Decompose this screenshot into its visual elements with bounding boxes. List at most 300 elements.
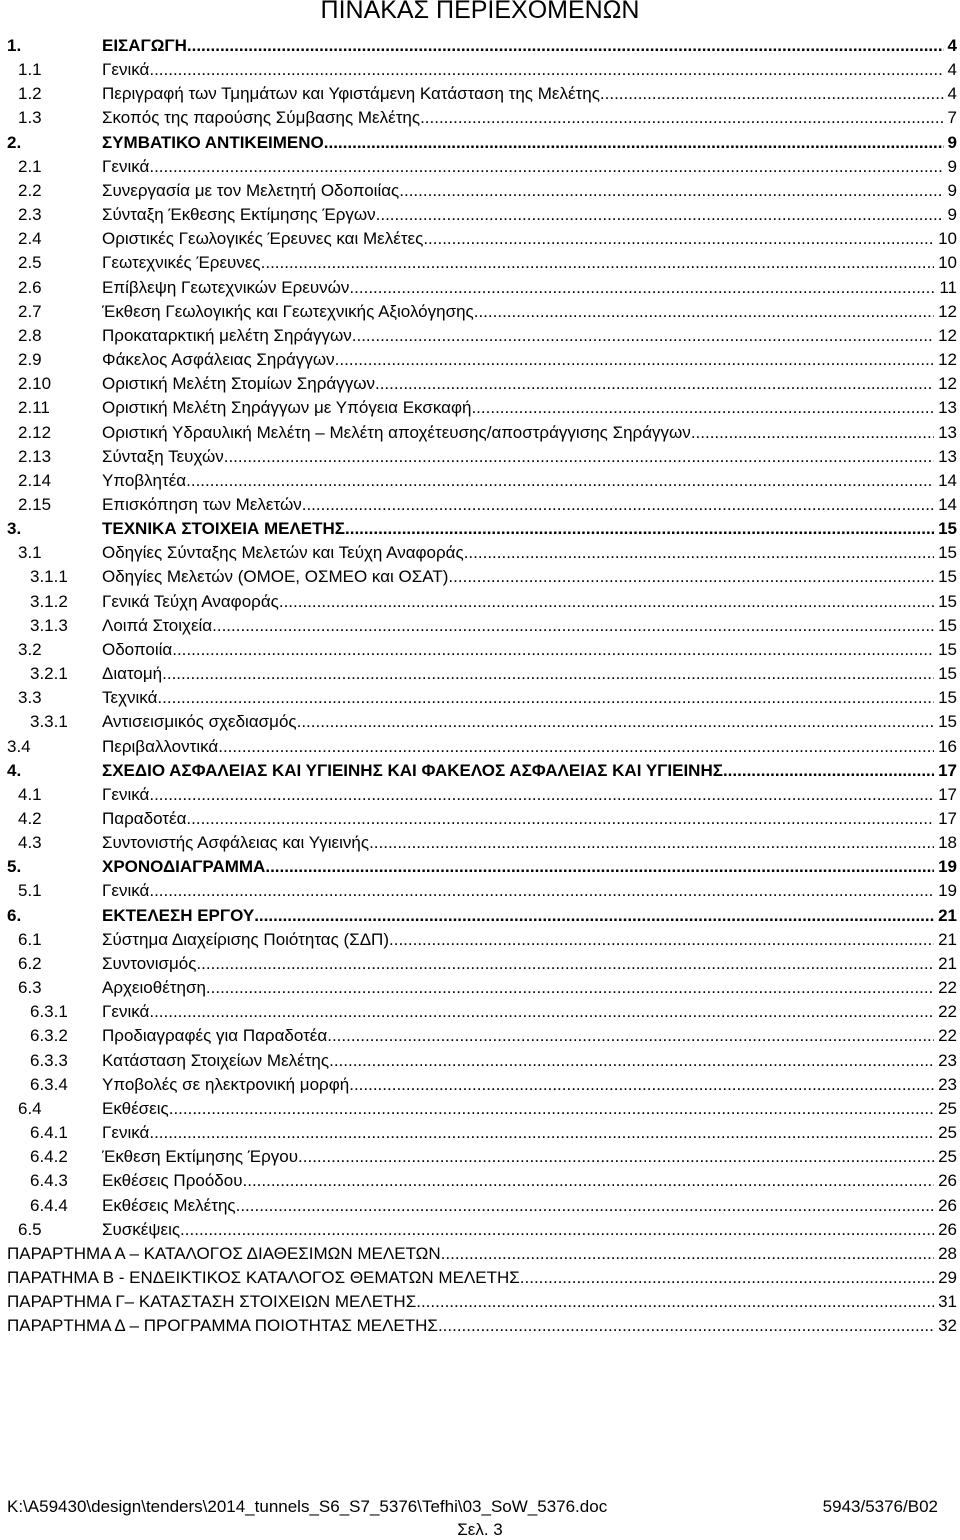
- toc-entry-body: [102, 58, 957, 82]
- toc-entry[interactable]: [0, 662, 960, 686]
- toc-appendix-entry[interactable]: [0, 1290, 960, 1314]
- toc-entry-title: Υποβλητέα: [102, 470, 187, 490]
- toc-entry-number: 2.14: [18, 470, 52, 490]
- toc-entry-page: 13: [938, 422, 957, 442]
- toc-entry-page: 15: [938, 639, 957, 659]
- toc-entry-number: 3.3: [18, 688, 42, 708]
- toc-dot-leader: [206, 976, 934, 1000]
- toc-entry-title: Οδηγίες Μελετών (ΟΜΟΕ, ΟΣΜΕΟ και ΟΣΑΤ): [102, 567, 449, 587]
- toc-entry-title: ΠΑΡΑΤΗΜΑ Β - ΕΝΔΕΙΚΤΙΚΟΣ ΚΑΤΑΛΟΓΟΣ ΘΕΜΑΤΩΝ ΜΕΛΕΤΗΣ: [7, 1267, 520, 1287]
- toc-entry-body: [102, 1121, 957, 1145]
- toc-dot-leader: [149, 1121, 934, 1145]
- toc-entry-page: 10: [938, 253, 957, 273]
- toc-dot-leader: [329, 1049, 934, 1073]
- toc-entry-number: 2.2: [18, 180, 42, 200]
- toc-appendix-entry[interactable]: [0, 1266, 960, 1290]
- toc-entry-body: [102, 469, 957, 493]
- toc-entry-title: Εκθέσεις Μελέτης: [102, 1195, 236, 1215]
- toc-entry-page: 7: [947, 108, 957, 128]
- toc-entry-page: 19: [938, 881, 957, 901]
- toc-entry-title: Συσκέψεις: [102, 1219, 181, 1239]
- toc-entry-title: Έκθεση Γεωλογικής και Γεωτεχνικής Αξιολόγησης: [102, 301, 474, 321]
- toc-dot-leader: [162, 662, 934, 686]
- toc-entry-number: 6.3.2: [30, 1026, 68, 1046]
- toc-dot-leader: [169, 1097, 934, 1121]
- toc-dot-leader: [149, 783, 934, 807]
- toc-entry-body: [7, 1242, 957, 1266]
- toc-dot-leader: [254, 904, 934, 928]
- toc-entry-page: 17: [938, 784, 957, 804]
- toc-dot-leader: [324, 131, 944, 155]
- toc-dot-leader: [448, 565, 934, 589]
- toc-entry-number: 6.3.1: [30, 1002, 68, 1022]
- toc-entry-body: [7, 1290, 957, 1314]
- toc-entry-page: 25: [938, 1123, 957, 1143]
- toc-dot-leader: [352, 324, 934, 348]
- toc-entry-body: [102, 276, 957, 300]
- toc-entry-title: Γενικά: [102, 156, 150, 176]
- toc-entry-title: ΤΕΧΝΙΚΑ ΣΤΟΙΧΕΙΑ ΜΕΛΕΤΗΣ: [102, 519, 346, 539]
- toc-entry-body: [102, 662, 957, 686]
- toc-entry-page: 29: [938, 1267, 957, 1287]
- toc-entry-title: Διατομή: [102, 664, 163, 684]
- toc-entry-page: 15: [938, 615, 957, 635]
- toc-entry-title: Γενικά: [102, 784, 150, 804]
- toc-entry-body: [102, 1000, 957, 1024]
- toc-entry-number: 6.3.3: [30, 1050, 68, 1070]
- toc-dot-leader: [212, 614, 934, 638]
- toc-entry-body: [102, 445, 957, 469]
- toc-entry-number: 1.3: [18, 108, 42, 128]
- toc-entry[interactable]: [0, 324, 960, 348]
- toc-entry-number: 6.4.2: [30, 1147, 68, 1167]
- toc-entry-page: 25: [938, 1098, 957, 1118]
- toc-entry-number: 6.2: [18, 953, 42, 973]
- toc-entry-page: 11: [939, 277, 957, 297]
- toc-entry-title: Σύνταξη Τευχών: [102, 446, 224, 466]
- toc-entry-page: 15: [938, 688, 957, 708]
- toc-entry-title: Οριστικές Γεωλογικές Έρευνες και Μελέτες: [102, 229, 424, 249]
- toc-entry-title: Σύστημα Διαχείρισης Ποιότητας (ΣΔΠ): [102, 929, 389, 949]
- toc-entry-body: [102, 396, 957, 420]
- toc-entry-number: 1.1: [18, 60, 42, 80]
- toc-entry-number: 1.: [7, 36, 22, 55]
- toc-entry-title: Εκθέσεις: [102, 1098, 169, 1118]
- toc-entry-body: [102, 155, 957, 179]
- toc-entry[interactable]: [0, 396, 960, 420]
- toc-entry[interactable]: [0, 300, 960, 324]
- toc-entry-title: ΧΡΟΝΟΔΙΑΓΡΑΜΜΑ: [102, 857, 266, 877]
- toc-entry[interactable]: [0, 614, 960, 638]
- toc-entry-number: 2.6: [18, 277, 42, 297]
- toc-entry-number: 2.5: [18, 253, 42, 273]
- toc-entry-page: 18: [938, 833, 957, 853]
- toc-entry[interactable]: [0, 106, 960, 130]
- toc-entry-number: 4.2: [18, 809, 42, 828]
- toc-entry[interactable]: [0, 541, 960, 565]
- toc-entry-page: 14: [938, 470, 957, 490]
- toc-entry[interactable]: [0, 976, 960, 1000]
- toc-entry-page: 9: [947, 132, 957, 152]
- toc-dot-leader: [157, 686, 934, 710]
- toc-entry-number: 2.4: [18, 229, 42, 249]
- toc-entry-page: 23: [938, 1074, 957, 1094]
- toc-entry-title: Σκοπός της παρούσης Σύμβασης Μελέτης: [102, 108, 421, 128]
- toc-entry-page: 23: [938, 1050, 957, 1070]
- toc-entry-title: Παραδοτέα: [102, 809, 187, 828]
- toc-entry-title: ΣΥΜΒΑΤΙΚΟ ΑΝΤΙΚΕΙΜΕΝΟ: [102, 132, 324, 152]
- toc-entry-body: [102, 1073, 957, 1097]
- toc-entry-title: Γενικά Τεύχη Αναφοράς: [102, 591, 279, 611]
- toc-entry-page: 9: [947, 205, 957, 225]
- toc-entry-title: ΠΑΡΑΡΤΗΜΑ Α – ΚΑΤΑΛΟΓΟΣ ΔΙΑΘΕΣΙΜΩΝ ΜΕΛΕΤΩΝ: [7, 1243, 441, 1263]
- toc-entry[interactable]: [0, 1169, 960, 1193]
- toc-appendix-entry[interactable]: [0, 1314, 960, 1338]
- toc-dot-leader: [172, 638, 934, 662]
- toc-entry-title: ΠΑΡΑΡΤΗΜΑ Γ– ΚΑΤΑΣΤΑΣΗ ΣΤΟΙΧΕΙΩΝ ΜΕΛΕΤΗΣ: [7, 1292, 417, 1312]
- toc-dot-leader: [600, 82, 944, 106]
- toc-entry-body: [102, 976, 957, 1000]
- toc-entry-body: [102, 348, 957, 372]
- toc-entry-page: 15: [938, 543, 957, 563]
- toc-entry[interactable]: [0, 227, 960, 251]
- toc-entry-title: Γεωτεχνικές Έρευνες: [102, 253, 261, 273]
- toc-entry-body: [102, 131, 957, 155]
- toc-entry-title: Επίβλεψη Γεωτεχνικών Ερευνών: [102, 277, 350, 297]
- toc-dot-leader: [261, 251, 934, 275]
- toc-entry-body: [102, 517, 957, 541]
- toc-entry-title: Συνεργασία με τον Μελετητή Οδοποιίας: [102, 180, 400, 200]
- toc-entry-number: 3.: [7, 519, 22, 539]
- toc-dot-leader: [279, 590, 934, 614]
- toc-entry-body: [102, 227, 957, 251]
- toc-entry-body: [102, 928, 957, 952]
- toc-entry-body: [102, 759, 957, 783]
- toc-dot-leader: [297, 710, 934, 734]
- toc-entry-number: 3.1: [18, 543, 42, 563]
- toc-dot-leader: [474, 300, 934, 324]
- toc-entry-page: 26: [938, 1171, 957, 1191]
- toc-entry-body: [102, 1218, 957, 1242]
- toc-entry-page: 4: [947, 36, 957, 55]
- toc-entry-page: 21: [938, 953, 957, 973]
- toc-entry[interactable]: [0, 710, 960, 734]
- toc-entry[interactable]: [0, 131, 960, 155]
- toc-entry[interactable]: [0, 348, 960, 372]
- toc-entry-number: 2.8: [18, 325, 42, 345]
- toc-entry[interactable]: [0, 445, 960, 469]
- toc-entry[interactable]: [0, 735, 960, 759]
- toc-entry-body: [102, 590, 957, 614]
- toc-entry[interactable]: [0, 1097, 960, 1121]
- toc-entry-body: [102, 879, 957, 903]
- toc-entry-title: Εκθέσεις Προόδου: [102, 1171, 243, 1191]
- toc-entry-body: [102, 1097, 957, 1121]
- toc-entry[interactable]: [0, 590, 960, 614]
- toc-entry-title: Οδηγίες Σύνταξης Μελετών και Τεύχη Αναφοράς: [102, 543, 464, 563]
- toc-entry-page: 12: [938, 374, 957, 394]
- toc-entry-title: Σύνταξη Έκθεσης Εκτίμησης Έργων: [102, 205, 376, 225]
- toc-dot-leader: [149, 879, 934, 903]
- toc-entry[interactable]: [0, 686, 960, 710]
- toc-entry-number: 2.15: [18, 494, 52, 514]
- toc-entry[interactable]: [0, 34, 960, 58]
- toc-entry-number: 2.12: [18, 422, 52, 442]
- toc-entry-title: Αρχειοθέτηση: [102, 978, 206, 998]
- toc-entry-page: 14: [938, 494, 957, 514]
- toc-entry-body: [102, 565, 957, 589]
- toc-entry[interactable]: [0, 1049, 960, 1073]
- toc-dot-leader: [335, 348, 934, 372]
- toc-entry-number: 2.3: [18, 205, 42, 225]
- toc-entry-title: Γενικά: [102, 60, 150, 80]
- toc-dot-leader: [520, 1266, 934, 1290]
- toc-dot-leader: [218, 735, 934, 759]
- toc-entry-number: 3.1.1: [30, 567, 68, 587]
- toc-entry-page: 26: [938, 1195, 957, 1215]
- toc-dot-leader: [302, 493, 934, 517]
- toc-entry-title: Συντονισμός: [102, 953, 197, 973]
- toc-entry-body: [102, 541, 957, 565]
- toc-entry-number: 4.3: [18, 833, 42, 853]
- toc-entry-body: [102, 300, 957, 324]
- toc-entry-number: 3.1.3: [30, 615, 68, 635]
- toc-entry-page: 22: [938, 1026, 957, 1046]
- toc-entry[interactable]: [0, 904, 960, 928]
- toc-entry-title: Οριστική Μελέτη Στομίων Σηράγγων: [102, 374, 375, 394]
- toc-entry-page: 21: [938, 905, 957, 925]
- toc-entry-title: Κατάσταση Στοιχείων Μελέτης: [102, 1050, 330, 1070]
- toc-entry[interactable]: [0, 58, 960, 82]
- toc-entry-body: [102, 34, 957, 58]
- toc-entry-body: [102, 1024, 957, 1048]
- toc-entry-page: 15: [938, 519, 957, 539]
- toc-entry[interactable]: [0, 1121, 960, 1145]
- toc-entry-number: 2.10: [18, 374, 52, 394]
- toc-entry-title: Αντισεισμικός σχεδιασμός: [102, 712, 297, 732]
- toc-dot-leader: [369, 831, 934, 855]
- toc-entry-title: Φάκελος Ασφάλειας Σηράγγων: [102, 350, 335, 370]
- toc-dot-leader: [464, 541, 934, 565]
- toc-dot-leader: [149, 1000, 934, 1024]
- toc-entry[interactable]: [0, 203, 960, 227]
- toc-dot-leader: [349, 276, 935, 300]
- toc-entry-body: [102, 614, 957, 638]
- toc-entry-number: 3.4: [7, 736, 31, 756]
- toc-dot-leader: [423, 227, 934, 251]
- toc-entry-body: [102, 1194, 957, 1218]
- toc-entry[interactable]: [0, 759, 960, 783]
- toc-entry-page: 19: [938, 857, 957, 877]
- toc-entry-title: ΣΧΕΔΙΟ ΑΣΦΑΛΕΙΑΣ ΚΑΙ ΥΓΙΕΙΝΗΣ ΚΑΙ ΦΑΚΕΛΟΣ ΑΣΦΑΛΕΙΑΣ ΚΑΙ ΥΓΙΕΙΝΗΣ: [102, 760, 723, 780]
- toc-entry[interactable]: [0, 855, 960, 879]
- toc-entry[interactable]: [0, 493, 960, 517]
- toc-dot-leader: [389, 928, 934, 952]
- toc-entry-number: 6.4.1: [30, 1123, 68, 1143]
- toc-dot-leader: [376, 203, 944, 227]
- toc-appendix-entry[interactable]: [0, 1242, 960, 1266]
- toc-entry[interactable]: [0, 469, 960, 493]
- toc-entry-page: 12: [938, 350, 957, 370]
- toc-entry-page: 16: [938, 736, 957, 756]
- toc-entry-body: [102, 638, 957, 662]
- toc-dot-leader: [375, 372, 934, 396]
- toc-entry[interactable]: [0, 1073, 960, 1097]
- toc-dot-leader: [327, 1024, 934, 1048]
- toc-entry-page: 15: [938, 664, 957, 684]
- toc-entry-page: 25: [938, 1147, 957, 1167]
- toc-dot-leader: [149, 155, 943, 179]
- toc-entry-page: 15: [938, 591, 957, 611]
- toc-entry-number: 1.2: [18, 84, 42, 104]
- toc-entry-title: Γενικά: [102, 881, 150, 901]
- toc-entry-title: ΠΑΡΑΡΤΗΜΑ Δ – ΠΡΟΓΡΑΜΜΑ ΠΟΙΟΤΗΤΑΣ ΜΕΛΕΤΗΣ: [7, 1316, 438, 1336]
- toc-entry-number: 3.3.1: [30, 712, 68, 732]
- toc-entry[interactable]: [0, 251, 960, 275]
- toc-entry-body: [102, 106, 957, 130]
- toc-entry-title: Συντονιστής Ασφάλειας και Υγιεινής: [102, 833, 370, 853]
- toc-entry-body: [102, 493, 957, 517]
- toc-entry-number: 6.5: [18, 1219, 42, 1239]
- table-of-contents: [0, 34, 960, 1338]
- toc-entry-number: 2.1: [18, 156, 42, 176]
- toc-entry-title: Γενικά: [102, 1002, 150, 1022]
- footer-page-number: Σελ. 3: [457, 1520, 503, 1539]
- toc-dot-leader: [265, 855, 934, 879]
- toc-entry-page: 22: [938, 978, 957, 998]
- toc-entry-number: 6.1: [18, 929, 42, 949]
- page-title: ΠΙΝΑΚΑΣ ΠΕΡΙΕΧΟΜΕΝΩΝ: [320, 0, 640, 24]
- toc-entry[interactable]: [0, 952, 960, 976]
- toc-entry-body: [102, 1049, 957, 1073]
- toc-dot-leader: [441, 1242, 934, 1266]
- toc-entry[interactable]: [0, 372, 960, 396]
- footer-file-path: K:\A59430\design\tenders\2014_tunnels_S6_S7_5376\Tefhi\03_SoW_5376.doc: [7, 1497, 608, 1516]
- toc-entry-title: Επισκόπηση των Μελετών: [102, 494, 302, 514]
- toc-entry[interactable]: [0, 1024, 960, 1048]
- toc-entry-body: [7, 1266, 957, 1290]
- toc-entry-number: 5.: [7, 857, 22, 877]
- toc-dot-leader: [723, 759, 934, 783]
- toc-entry[interactable]: [0, 928, 960, 952]
- toc-entry-number: 2.7: [18, 301, 42, 321]
- toc-entry-number: 2.11: [18, 398, 50, 418]
- toc-entry-number: 6.3: [18, 978, 42, 998]
- toc-entry[interactable]: [0, 879, 960, 903]
- toc-dot-leader: [471, 396, 934, 420]
- toc-entry-body: [102, 1169, 957, 1193]
- toc-dot-leader: [224, 445, 934, 469]
- toc-entry[interactable]: [0, 1000, 960, 1024]
- toc-dot-leader: [399, 179, 943, 203]
- toc-entry-number: 2.9: [18, 350, 42, 370]
- toc-entry[interactable]: [0, 807, 960, 831]
- toc-entry[interactable]: [0, 276, 960, 300]
- toc-entry[interactable]: [0, 831, 960, 855]
- toc-entry-number: 4.1: [18, 784, 42, 804]
- toc-entry-title: Προδιαγραφές για Παραδοτέα: [102, 1026, 328, 1046]
- toc-entry-body: [102, 952, 957, 976]
- toc-entry-page: 21: [938, 929, 957, 949]
- toc-entry-body: [102, 855, 957, 879]
- toc-dot-leader: [186, 469, 934, 493]
- toc-entry[interactable]: [0, 421, 960, 445]
- toc-entry-title: ΕΙΣΑΓΩΓΗ: [102, 36, 187, 55]
- toc-dot-leader: [180, 1218, 934, 1242]
- toc-entry-title: Περιβαλλοντικά: [102, 736, 219, 756]
- toc-entry[interactable]: [0, 638, 960, 662]
- toc-entry-page: 22: [938, 1002, 957, 1022]
- toc-dot-leader: [196, 952, 934, 976]
- toc-entry-number: 5.1: [18, 881, 42, 901]
- toc-entry-page: 15: [938, 567, 957, 587]
- toc-dot-leader: [416, 1290, 934, 1314]
- toc-entry-body: [102, 831, 957, 855]
- toc-entry-body: [102, 807, 957, 831]
- toc-entry[interactable]: [0, 1218, 960, 1242]
- toc-dot-leader: [243, 1169, 935, 1193]
- toc-entry-title: Υποβολές σε ηλεκτρονική μορφή: [102, 1074, 350, 1094]
- toc-entry-body: [102, 735, 957, 759]
- toc-entry-number: 6.4.4: [30, 1195, 68, 1215]
- toc-entry-body: [102, 783, 957, 807]
- toc-entry-page: 28: [938, 1243, 957, 1263]
- toc-dot-leader: [691, 421, 934, 445]
- toc-entry-page: 10: [938, 229, 957, 249]
- toc-entry-title: ΕΚΤΕΛΕΣΗ ΕΡΓΟΥ: [102, 905, 255, 925]
- toc-entry[interactable]: [0, 179, 960, 203]
- toc-entry-title: Προκαταρκτική μελέτη Σηράγγων: [102, 325, 352, 345]
- footer-document-code: 5943/5376/B02: [822, 1497, 938, 1516]
- toc-entry-page: 4: [947, 84, 957, 104]
- toc-entry[interactable]: [0, 155, 960, 179]
- toc-entry-page: 32: [938, 1316, 957, 1336]
- toc-dot-leader: [236, 1194, 934, 1218]
- toc-dot-leader: [149, 58, 943, 82]
- toc-entry-number: 6.3.4: [30, 1074, 68, 1094]
- toc-entry[interactable]: [0, 82, 960, 106]
- toc-dot-leader: [349, 1073, 934, 1097]
- toc-entry[interactable]: [0, 517, 960, 541]
- toc-dot-leader: [298, 1145, 934, 1169]
- toc-entry-body: [102, 421, 957, 445]
- toc-entry[interactable]: [0, 565, 960, 589]
- toc-entry-page: 12: [938, 301, 957, 321]
- toc-entry-number: 3.1.2: [30, 591, 68, 611]
- toc-entry-number: 4.: [7, 760, 22, 780]
- toc-entry-body: [102, 904, 957, 928]
- toc-entry-body: [102, 686, 957, 710]
- toc-entry-number: 3.2.1: [30, 664, 68, 684]
- toc-entry[interactable]: [0, 1194, 960, 1218]
- toc-entry-title: Έκθεση Εκτίμησης Έργου: [102, 1147, 299, 1167]
- toc-entry-page: 9: [947, 156, 957, 176]
- toc-entry-page: 17: [938, 760, 957, 780]
- toc-entry-body: [102, 251, 957, 275]
- toc-entry-page: 26: [938, 1219, 957, 1239]
- toc-entry[interactable]: [0, 783, 960, 807]
- toc-dot-leader: [420, 106, 943, 130]
- toc-entry-page: 9: [947, 180, 957, 200]
- toc-dot-leader: [186, 807, 934, 831]
- toc-entry[interactable]: [0, 1145, 960, 1169]
- toc-entry-page: 4: [947, 60, 957, 80]
- toc-entry-number: 2.: [7, 132, 22, 152]
- toc-entry-title: Περιγραφή των Τμημάτων και Υφιστάμενη Κατάσταση της Μελέτης: [102, 84, 600, 104]
- toc-entry-body: [102, 372, 957, 396]
- toc-entry-page: 13: [938, 398, 957, 418]
- toc-entry-title: Τεχνικά: [102, 688, 158, 708]
